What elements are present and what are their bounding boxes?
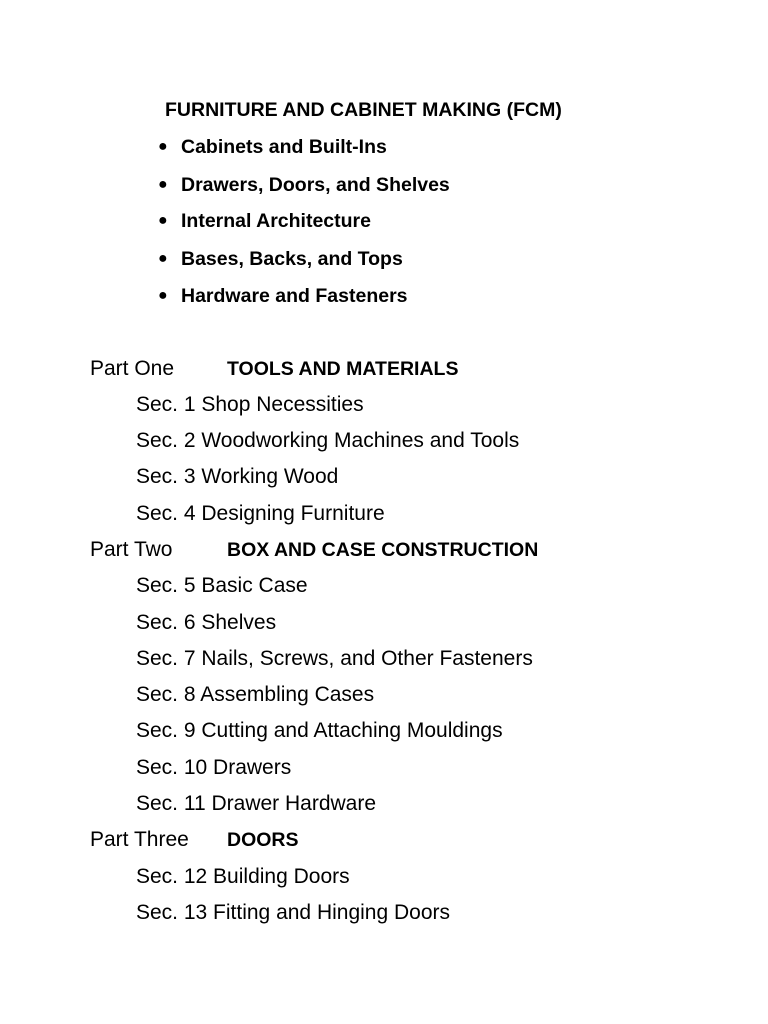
section-item: Sec. 4 Designing Furniture [136, 502, 385, 525]
section-item: Sec. 8 Assembling Cases [136, 683, 375, 706]
bullet-item: Drawers, Doors, and Shelves [181, 174, 450, 196]
bullet-item: Bases, Backs, and Tops [181, 248, 403, 270]
section-item: Sec. 2 Woodworking Machines and Tools [136, 429, 520, 452]
part-title: DOORS [227, 829, 299, 851]
section-item: Sec. 13 Fitting and Hinging Doors [136, 901, 451, 924]
document-title: FURNITURE AND CABINET MAKING (FCM) [165, 99, 562, 121]
section-item: Sec. 6 Shelves [136, 611, 277, 634]
bullet-item: Internal Architecture [181, 210, 371, 232]
bullet-item: Hardware and Fasteners [181, 285, 408, 307]
section-item: Sec. 10 Drawers [136, 756, 292, 779]
bullet-icon: ● [158, 250, 168, 267]
part-title: BOX AND CASE CONSTRUCTION [227, 539, 539, 561]
part-label: Part Two [90, 538, 173, 561]
section-item: Sec. 7 Nails, Screws, and Other Fasteners [136, 647, 533, 670]
section-item: Sec. 12 Building Doors [136, 865, 350, 888]
section-item: Sec. 3 Working Wood [136, 465, 339, 488]
section-item: Sec. 11 Drawer Hardware [136, 792, 377, 815]
bullet-item: Cabinets and Built-Ins [181, 136, 387, 158]
section-item: Sec. 5 Basic Case [136, 574, 308, 597]
bullet-icon: ● [158, 138, 168, 155]
part-title: TOOLS AND MATERIALS [227, 358, 459, 380]
part-label: Part One [90, 357, 175, 380]
part-label: Part Three [90, 828, 189, 851]
bullet-icon: ● [158, 212, 168, 229]
section-item: Sec. 1 Shop Necessities [136, 393, 364, 416]
bullet-icon: ● [158, 287, 168, 304]
bullet-icon: ● [158, 176, 168, 193]
section-item: Sec. 9 Cutting and Attaching Mouldings [136, 719, 503, 742]
